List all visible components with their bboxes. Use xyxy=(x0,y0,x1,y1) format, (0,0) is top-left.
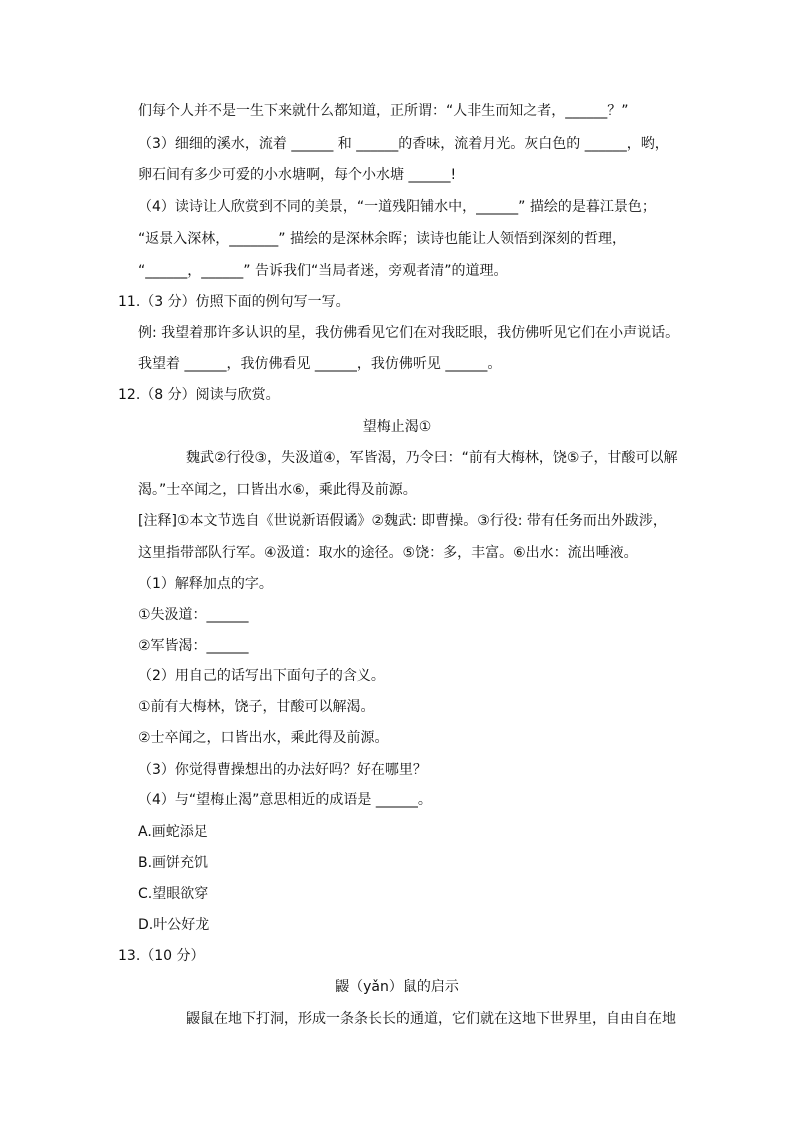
text-line-continuation: 们每个人并不是一生下来就什么都知道，正所谓：“人非生而知之者，______？” xyxy=(138,103,629,119)
q10-part3-line2: 卵石间有多少可爱的小水塘啊，每个小水塘 ______! xyxy=(138,167,457,183)
q12-part2: （2）用自己的话写出下面句子的含义。 xyxy=(138,668,385,684)
q10-part4-line3: “______，______” 告诉我们“当局者迷，旁观者清”的道理。 xyxy=(138,263,508,279)
q12-part1: （1）解释加点的字。 xyxy=(138,576,273,592)
q11-example: 例: 我望着那许多认识的星，我仿佛看见它们在对我眨眼，我仿佛听见它们在小声说话。 xyxy=(138,325,680,341)
option-d: D.叶公好龙 xyxy=(138,917,210,933)
q11-blank-line: 我望着 ______，我仿佛看见 ______，我仿佛听见 ______。 xyxy=(138,356,502,372)
q12-part3: （3）你觉得曹操想出的办法好吗？好在哪里？ xyxy=(138,762,427,778)
q10-part4-line2: “返景入深林，_______” 描绘的是深林余晖；读诗也能让人领悟到深刻的哲理， xyxy=(138,231,626,247)
q12-part2-item1: ①前有大梅林，饶子，甘酸可以解渴。 xyxy=(138,699,375,715)
notes-line1: [注释]①本文节选自《世说新语假谲》②魏武: 即曹操。③行役: 带有任务而出外跋涉， xyxy=(138,513,667,529)
q13-heading: 13.（10 分） xyxy=(118,948,205,964)
q10-part4-line1: （4）读诗让人欣赏到不同的美景，“一道残阳铺水中，______” 描绘的是暮江景色； xyxy=(138,199,656,215)
option-c: C.望眼欲穿 xyxy=(138,886,209,902)
passage-line1: 魏武②行役③，失汲道④，军皆渴，乃令曰：“前有大梅林，饶⑤子，甘酸可以解 xyxy=(186,450,678,466)
q13-passage-title: 鼹（yǎn）鼠的启示 xyxy=(335,979,459,995)
q12-part1-item1: ①失汲道：______ xyxy=(138,607,249,623)
option-b: B.画饼充饥 xyxy=(138,855,209,871)
q12-part2-item2: ②士卒闻之，口皆出水，乘此得及前源。 xyxy=(138,730,389,746)
q11-heading: 11.（3 分）仿照下面的例句写一写。 xyxy=(118,294,350,310)
q12-heading: 12.（8 分）阅读与欣赏。 xyxy=(118,387,280,403)
passage-line2: 渴。”士卒闻之，口皆出水⑥，乘此得及前源。 xyxy=(138,482,417,498)
option-a: A.画蛇添足 xyxy=(138,824,208,840)
q13-passage-line1: 鼹鼠在地下打洞，形成一条条长长的通道，它们就在这地下世界里，自由自在地 xyxy=(186,1011,676,1027)
q10-part3-line1: （3）细细的溪水，流着 ______ 和 ______的香味，流着月光。灰白色的 ______，哟， xyxy=(138,136,669,152)
q12-part1-item2: ②军皆渴：______ xyxy=(138,638,249,654)
passage-title: 望梅止渴① xyxy=(362,419,432,435)
q12-part4: （4）与“望梅止渴”意思相近的成语是 ______。 xyxy=(138,792,432,808)
notes-line2: 这里指带部队行军。④汲道：取水的途径。⑤饶：多，丰富。⑥出水：流出唾液。 xyxy=(138,545,638,561)
